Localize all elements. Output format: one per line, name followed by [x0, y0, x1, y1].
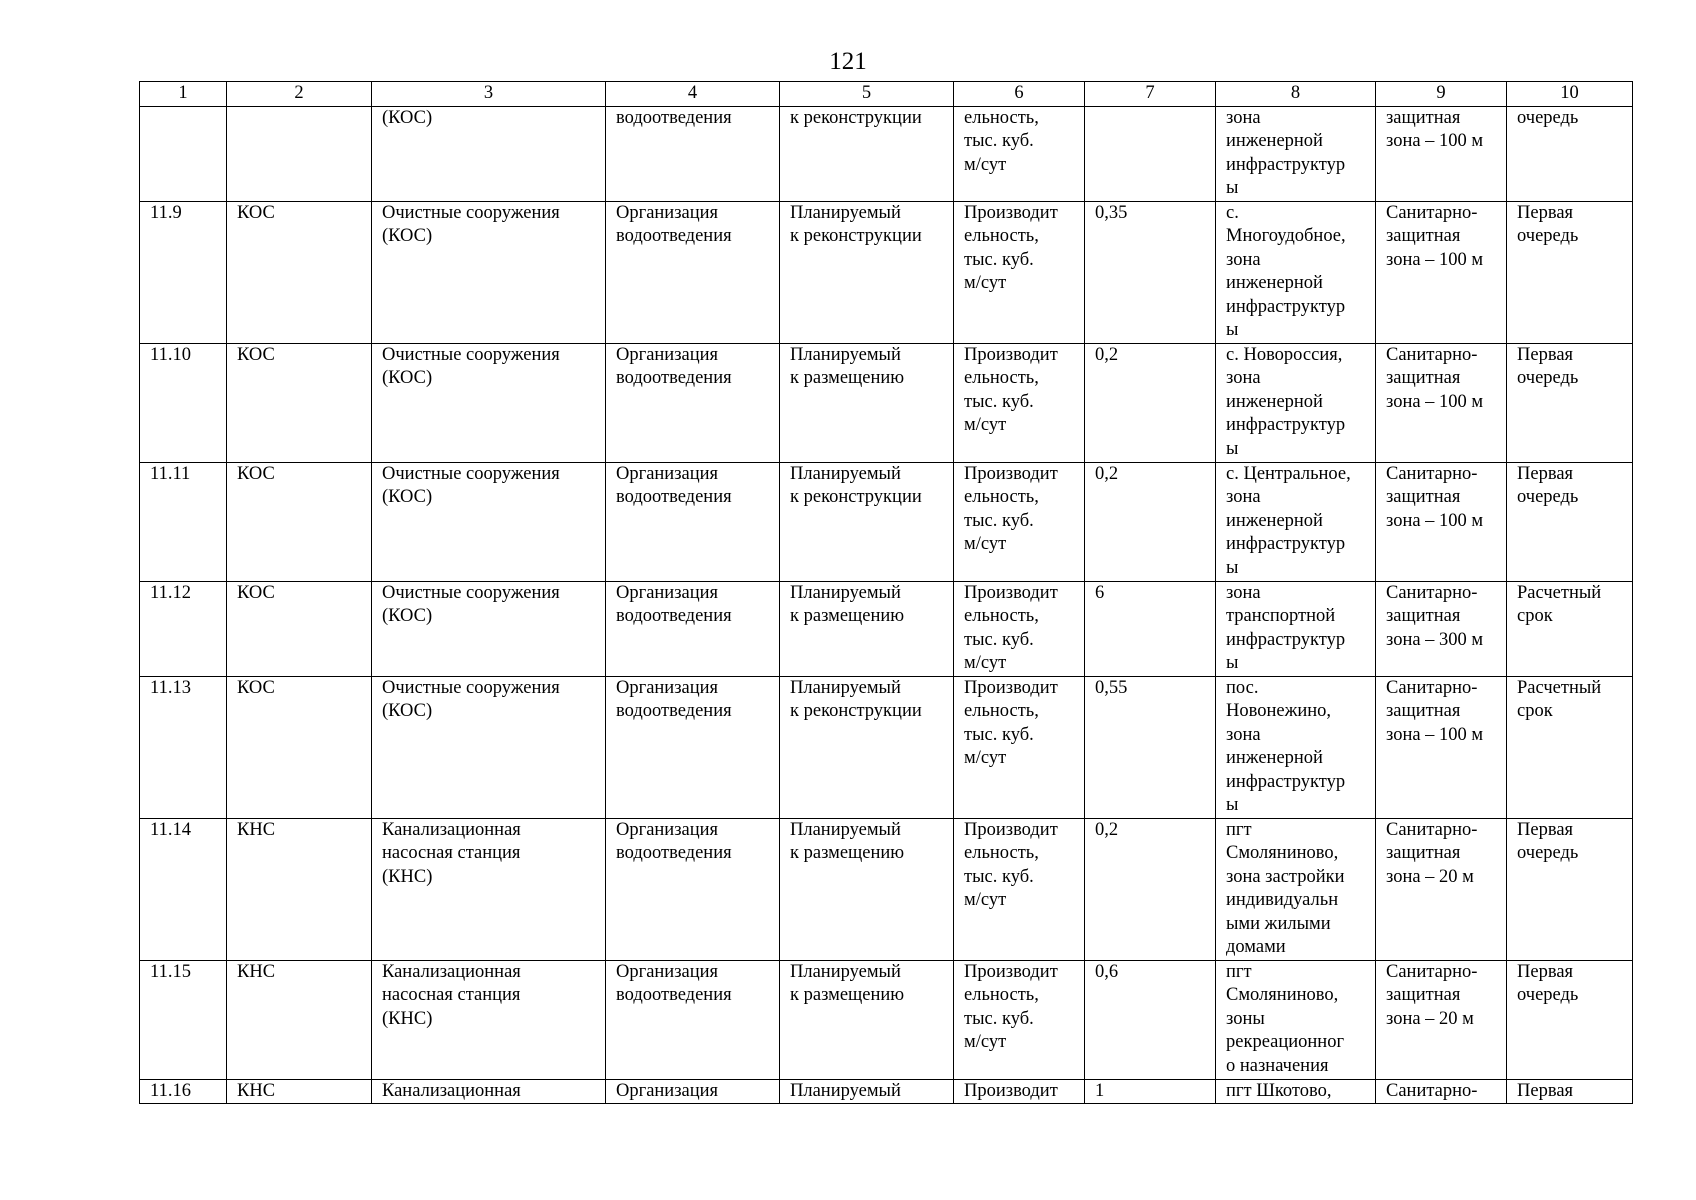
cell-stage [1507, 581, 1633, 676]
cell-text: 0,55 [1095, 677, 1128, 698]
cell-text: Первая очередь [1517, 344, 1579, 388]
cell-text: Производит ельность, тыс. куб. м/сут [964, 463, 1058, 554]
cell-text: Очистные сооружения (КОС) [382, 582, 560, 626]
cell-purpose [606, 201, 780, 343]
cell-location [1216, 201, 1376, 343]
cell-text: с. Новороссия, зона инженерной инфраструктур ы [1226, 344, 1346, 459]
cell-text: Канализационная насосная станция (КНС) [382, 961, 521, 1029]
cell-value [1085, 343, 1216, 462]
cell-zone [1376, 581, 1507, 676]
cell-zone [1376, 960, 1507, 1079]
cell-text: Санитарно- защитная зона – 100 м [1386, 463, 1484, 531]
cell-status [780, 818, 954, 960]
table-row [140, 960, 1633, 1079]
cell-text: КНС [237, 819, 276, 840]
cell-text: Канализационная насосная станция (КНС) [382, 819, 521, 887]
cell-text: Планируемый [790, 1080, 901, 1101]
cell-text: Организация водоотведения [616, 819, 732, 863]
cell-characteristic [954, 106, 1085, 201]
table-row [140, 343, 1633, 462]
cell-text: зона транспортной инфраструктур ы [1226, 582, 1346, 673]
cell-purpose [606, 462, 780, 581]
cell-text: защитная зона – 100 м [1386, 107, 1484, 151]
cell-zone [1376, 1079, 1507, 1104]
cell-status [780, 343, 954, 462]
cell-number [140, 106, 227, 201]
cell-text: 11.16 [150, 1080, 191, 1101]
cell-text: Первая очередь [1517, 819, 1579, 863]
cell-stage [1507, 462, 1633, 581]
cell-characteristic [954, 818, 1085, 960]
cell-text: КОС [237, 463, 275, 484]
cell-status [780, 676, 954, 818]
cell-purpose [606, 960, 780, 1079]
cell-zone [1376, 462, 1507, 581]
cell-code [227, 106, 372, 201]
cell-zone [1376, 106, 1507, 201]
cell-location [1216, 818, 1376, 960]
cell-code [227, 581, 372, 676]
cell-characteristic [954, 201, 1085, 343]
cell-stage [1507, 676, 1633, 818]
cell-text: 6 [1095, 582, 1105, 603]
col-header-3: 3 [372, 82, 606, 107]
cell-number [140, 818, 227, 960]
cell-text: КОС [237, 677, 275, 698]
cell-text: КНС [237, 961, 276, 982]
table-row [140, 106, 1633, 201]
cell-text: Организация водоотведения [616, 344, 732, 388]
data-table [139, 81, 1633, 1104]
cell-text: Санитарно- защитная зона – 100 м [1386, 202, 1484, 270]
cell-text: Организация водоотведения [616, 463, 732, 507]
table-row [140, 1079, 1633, 1104]
page-number: 121 [829, 48, 867, 75]
cell-text: 1 [1095, 1080, 1105, 1101]
cell-purpose [606, 106, 780, 201]
col-header-2: 2 [227, 82, 372, 107]
table-row [140, 201, 1633, 343]
cell-text: Планируемый к размещению [790, 582, 905, 626]
cell-status [780, 960, 954, 1079]
cell-text: к реконструкции [790, 107, 922, 128]
cell-code [227, 343, 372, 462]
cell-text: КНС [237, 1080, 276, 1101]
cell-number [140, 1079, 227, 1104]
cell-text: Производит ельность, тыс. куб. м/сут [964, 202, 1058, 293]
cell-code [227, 960, 372, 1079]
cell-name [372, 462, 606, 581]
cell-text: Производит ельность, тыс. куб. м/сут [964, 344, 1058, 435]
cell-text: Организация водоотведения [616, 582, 732, 626]
cell-value [1085, 106, 1216, 201]
cell-number [140, 581, 227, 676]
cell-stage [1507, 818, 1633, 960]
cell-text: Планируемый к размещению [790, 819, 905, 863]
cell-text: Планируемый к реконструкции [790, 463, 922, 507]
cell-zone [1376, 343, 1507, 462]
cell-status [780, 201, 954, 343]
cell-text: 0,2 [1095, 344, 1119, 365]
cell-text: Санитарно- защитная зона – 20 м [1386, 819, 1478, 887]
cell-text: 11.12 [150, 582, 191, 603]
cell-stage [1507, 1079, 1633, 1104]
cell-text: Планируемый к размещению [790, 961, 905, 1005]
cell-text: Первая [1517, 1080, 1574, 1101]
cell-stage [1507, 960, 1633, 1079]
cell-stage [1507, 106, 1633, 201]
cell-text: 11.15 [150, 961, 191, 982]
cell-code [227, 201, 372, 343]
cell-code [227, 1079, 372, 1104]
col-header-4: 4 [606, 82, 780, 107]
cell-purpose [606, 1079, 780, 1104]
cell-text: КОС [237, 582, 275, 603]
cell-text: Планируемый к реконструкции [790, 202, 922, 246]
cell-value [1085, 1079, 1216, 1104]
cell-text: очередь [1517, 107, 1579, 128]
cell-text: 0,2 [1095, 463, 1119, 484]
cell-text: Организация водоотведения [616, 202, 732, 246]
cell-text: Планируемый к размещению [790, 344, 905, 388]
cell-text: 0,35 [1095, 202, 1128, 223]
col-header-5: 5 [780, 82, 954, 107]
cell-text: Организация водоотведения [616, 677, 732, 721]
cell-characteristic [954, 462, 1085, 581]
cell-number [140, 676, 227, 818]
cell-number [140, 960, 227, 1079]
cell-status [780, 1079, 954, 1104]
cell-text: Очистные сооружения (КОС) [382, 677, 560, 721]
cell-status [780, 581, 954, 676]
cell-status [780, 462, 954, 581]
cell-status [780, 106, 954, 201]
cell-stage [1507, 201, 1633, 343]
cell-name [372, 106, 606, 201]
cell-text: Расчетный срок [1517, 677, 1602, 721]
cell-location [1216, 343, 1376, 462]
cell-text: 11.14 [150, 819, 191, 840]
header-row [140, 82, 1633, 107]
cell-purpose [606, 581, 780, 676]
cell-zone [1376, 201, 1507, 343]
cell-text: 0,2 [1095, 819, 1119, 840]
cell-text: Санитарно- защитная зона – 300 м [1386, 582, 1484, 650]
cell-value [1085, 960, 1216, 1079]
cell-location [1216, 106, 1376, 201]
cell-name [372, 676, 606, 818]
col-header-8: 8 [1216, 82, 1376, 107]
col-header-7: 7 [1085, 82, 1216, 107]
cell-characteristic [954, 343, 1085, 462]
cell-purpose [606, 676, 780, 818]
cell-code [227, 818, 372, 960]
cell-text: пгт Смоляниново, зона застройки индивидуальн ыми жилыми домами [1226, 819, 1345, 957]
cell-characteristic [954, 676, 1085, 818]
cell-text: Первая очередь [1517, 463, 1579, 507]
cell-name [372, 1079, 606, 1104]
cell-text: 11.11 [150, 463, 191, 484]
col-header-1: 1 [140, 82, 227, 107]
cell-text: Производит ельность, тыс. куб. м/сут [964, 819, 1058, 910]
cell-text: Производит ельность, тыс. куб. м/сут [964, 677, 1058, 768]
cell-name [372, 201, 606, 343]
cell-text: КОС [237, 202, 275, 223]
cell-text: Организация водоотведения [616, 961, 732, 1005]
cell-text: пгт Смоляниново, зоны рекреационног о назначения [1226, 961, 1345, 1076]
cell-text: Очистные сооружения (КОС) [382, 463, 560, 507]
cell-text: водоотведения [616, 107, 732, 128]
cell-text: (КОС) [382, 107, 433, 128]
table-row [140, 462, 1633, 581]
cell-value [1085, 818, 1216, 960]
cell-text: Санитарно- [1386, 1080, 1478, 1101]
col-header-6: 6 [954, 82, 1085, 107]
cell-purpose [606, 343, 780, 462]
cell-text: с. Многоудобное, зона инженерной инфраструктур ы [1226, 202, 1346, 340]
cell-text: Производит ельность, тыс. куб. м/сут [964, 582, 1058, 673]
cell-name [372, 960, 606, 1079]
table-row [140, 818, 1633, 960]
table-row [140, 581, 1633, 676]
cell-text: 11.10 [150, 344, 191, 365]
cell-value [1085, 676, 1216, 818]
cell-location [1216, 462, 1376, 581]
cell-value [1085, 581, 1216, 676]
cell-value [1085, 462, 1216, 581]
cell-characteristic [954, 1079, 1085, 1104]
cell-name [372, 343, 606, 462]
cell-text: Санитарно- защитная зона – 100 м [1386, 677, 1484, 745]
cell-text: пгт Шкотово, [1226, 1080, 1332, 1101]
cell-text: зона инженерной инфраструктур ы [1226, 107, 1346, 198]
cell-text: Канализационная [382, 1080, 521, 1101]
cell-zone [1376, 818, 1507, 960]
cell-number [140, 343, 227, 462]
cell-location [1216, 1079, 1376, 1104]
cell-text: Организация [616, 1080, 719, 1101]
cell-text: 11.13 [150, 677, 191, 698]
cell-location [1216, 676, 1376, 818]
cell-text: Производит [964, 1080, 1058, 1101]
cell-characteristic [954, 581, 1085, 676]
cell-text: с. Центральное, зона инженерной инфраструктур ы [1226, 463, 1351, 578]
cell-number [140, 462, 227, 581]
cell-text: Очистные сооружения (КОС) [382, 202, 560, 246]
cell-location [1216, 581, 1376, 676]
cell-text: Санитарно- защитная зона – 20 м [1386, 961, 1478, 1029]
cell-text: КОС [237, 344, 275, 365]
cell-name [372, 581, 606, 676]
cell-code [227, 462, 372, 581]
cell-number [140, 201, 227, 343]
col-header-9: 9 [1376, 82, 1507, 107]
cell-text: Первая очередь [1517, 961, 1579, 1005]
cell-text: ельность, тыс. куб. м/сут [964, 107, 1039, 175]
cell-text: Первая очередь [1517, 202, 1579, 246]
cell-text: Санитарно- защитная зона – 100 м [1386, 344, 1484, 412]
cell-text: Очистные сооружения (КОС) [382, 344, 560, 388]
cell-text: 11.9 [150, 202, 182, 223]
cell-stage [1507, 343, 1633, 462]
cell-text: Производит ельность, тыс. куб. м/сут [964, 961, 1058, 1052]
cell-code [227, 676, 372, 818]
cell-text: 0,6 [1095, 961, 1119, 982]
cell-location [1216, 960, 1376, 1079]
cell-name [372, 818, 606, 960]
cell-text: пос. Новонежино, зона инженерной инфраструктур ы [1226, 677, 1346, 815]
cell-text: Расчетный срок [1517, 582, 1602, 626]
cell-text: Планируемый к реконструкции [790, 677, 922, 721]
cell-characteristic [954, 960, 1085, 1079]
cell-zone [1376, 676, 1507, 818]
cell-purpose [606, 818, 780, 960]
col-header-10: 10 [1507, 82, 1633, 107]
table-row [140, 676, 1633, 818]
cell-value [1085, 201, 1216, 343]
